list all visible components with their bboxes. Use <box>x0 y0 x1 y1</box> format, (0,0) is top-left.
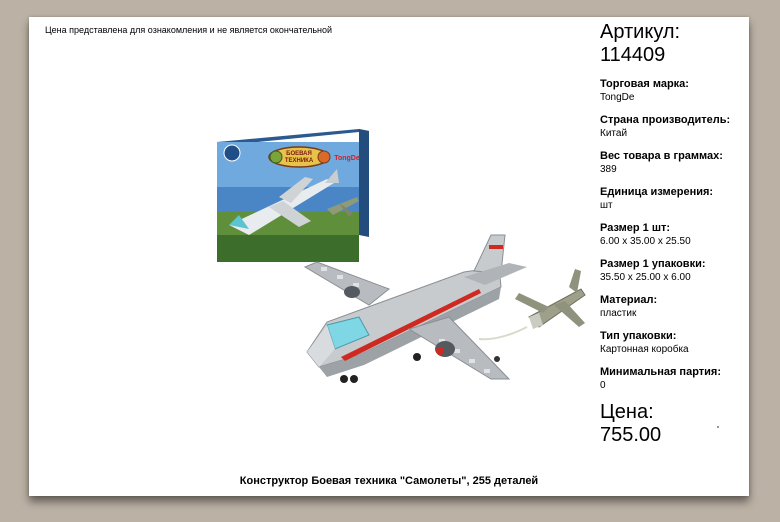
sku-label: Артикул: <box>600 21 681 43</box>
property-value: 389 <box>600 164 617 175</box>
property-value: 0 <box>600 380 606 391</box>
sku-value: 114409 <box>600 44 666 66</box>
property-item-size <box>600 221 750 249</box>
property-value: 6.00 x 35.00 x 25.50 <box>600 236 691 247</box>
property-label: Размер 1 шт: <box>600 222 671 234</box>
property-value: шт <box>600 200 613 211</box>
property-label: Вес товара в граммах: <box>600 150 723 162</box>
price-disclaimer: Цена представлена для ознакомления и не является окончательной <box>45 25 333 35</box>
box-title-line2: ТЕХНИКА <box>284 158 314 164</box>
decorative-dot <box>717 426 719 428</box>
property-value: TongDe <box>600 92 635 103</box>
property-package-size <box>600 257 750 285</box>
property-value: Китай <box>600 128 628 139</box>
property-value: 35.50 x 25.00 x 6.00 <box>600 272 691 283</box>
product-info-panel <box>600 21 750 457</box>
property-label: Материал: <box>600 294 658 306</box>
box-brand: TongDe <box>334 155 360 162</box>
property-label: Тип упаковки: <box>600 330 677 342</box>
product-sheet <box>29 17 749 496</box>
property-label: Размер 1 упаковки: <box>600 258 706 270</box>
property-brand <box>600 77 750 105</box>
product-photo <box>209 117 589 402</box>
property-label: Страна производитель: <box>600 114 731 126</box>
property-unit <box>600 185 750 213</box>
property-material <box>600 293 750 321</box>
property-label: Минимальная партия: <box>600 366 721 378</box>
property-country <box>600 113 750 141</box>
property-label: Торговая марка: <box>600 78 689 90</box>
property-value: пластик <box>600 308 637 319</box>
box-title-line1: БОЕВАЯ <box>286 151 312 157</box>
product-box <box>217 129 369 262</box>
property-min-batch <box>600 365 750 393</box>
product-name: Конструктор Боевая техника "Самолеты", 255 деталей <box>239 475 539 487</box>
property-label: Единица измерения: <box>600 186 714 198</box>
price-value: 755.00 <box>600 424 662 446</box>
property-package-type <box>600 329 750 357</box>
property-weight <box>600 149 750 177</box>
price-label: Цена: <box>600 401 654 423</box>
property-value: Картонная коробка <box>600 344 689 355</box>
